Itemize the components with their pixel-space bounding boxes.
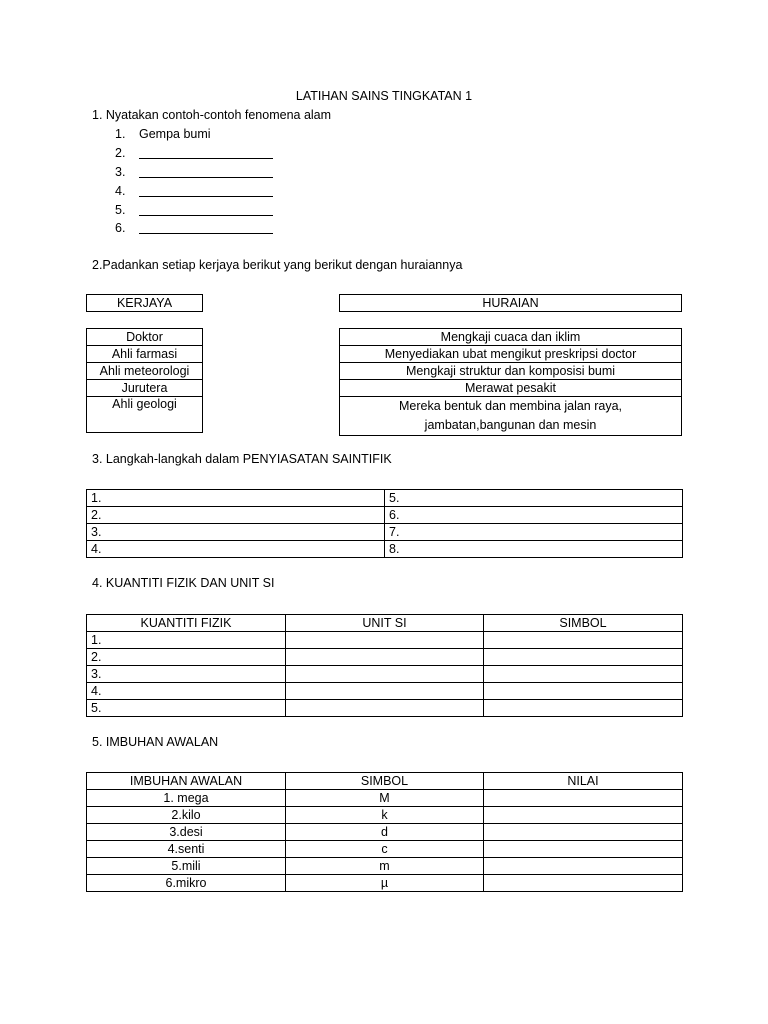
unit-cell[interactable]	[286, 666, 484, 683]
q1-item-num: 4.	[115, 184, 126, 198]
simbol-cell[interactable]	[484, 632, 683, 649]
table-row	[87, 363, 203, 380]
column-header: KUANTITI FIZIK	[87, 615, 286, 632]
column-header: UNIT SI	[286, 615, 484, 632]
langkah-cell[interactable]: 6.	[385, 507, 683, 524]
table-row	[340, 346, 682, 363]
langkah-cell[interactable]: 1.	[87, 490, 385, 507]
langkah-cell[interactable]: 8.	[385, 541, 683, 558]
table-row	[87, 858, 683, 875]
nilai-cell[interactable]	[484, 807, 683, 824]
table-row	[87, 490, 683, 507]
langkah-table	[86, 489, 683, 558]
column-header: IMBUHAN AWALAN	[87, 773, 286, 790]
table-row	[340, 329, 682, 346]
table-row	[87, 524, 683, 541]
simbol-cell: k	[286, 807, 484, 824]
kerjaya-header: KERJAYA	[86, 294, 203, 312]
q1-item-text: Gempa bumi	[139, 127, 211, 141]
q2-heading: 2.Padankan setiap kerjaya berikut yang berikut dengan huraiannya	[92, 258, 463, 272]
table-row	[87, 346, 203, 363]
langkah-cell[interactable]: 3.	[87, 524, 385, 541]
simbol-cell: M	[286, 790, 484, 807]
q1-item-num: 6.	[115, 221, 126, 235]
q1-item-num: 2.	[115, 146, 126, 160]
table-row	[87, 666, 683, 683]
q1-item-num: 1.	[115, 127, 126, 141]
q1-answer-blank[interactable]	[139, 203, 273, 219]
kuantiti-cell[interactable]: 4.	[87, 683, 286, 700]
kerjaya-table	[86, 328, 203, 433]
simbol-cell[interactable]	[484, 649, 683, 666]
simbol-cell: µ	[286, 875, 484, 892]
kerjaya-cell[interactable]: Ahli farmasi	[87, 346, 203, 363]
simbol-cell: c	[286, 841, 484, 858]
langkah-cell[interactable]: 2.	[87, 507, 385, 524]
unit-cell[interactable]	[286, 649, 484, 666]
table-row	[87, 632, 683, 649]
nilai-cell[interactable]	[484, 790, 683, 807]
langkah-cell[interactable]: 4.	[87, 541, 385, 558]
unit-cell[interactable]	[286, 632, 484, 649]
table-row	[87, 397, 203, 433]
table-row	[87, 824, 683, 841]
imbuhan-table	[86, 772, 683, 892]
q1-heading: 1. Nyatakan contoh-contoh fenomena alam	[92, 108, 332, 122]
q1-answer-blank[interactable]	[139, 184, 273, 200]
huraian-header: HURAIAN	[339, 294, 682, 312]
huraian-cell[interactable]: Mengkaji cuaca dan iklim	[340, 329, 682, 346]
q1-answer-blank[interactable]	[139, 221, 273, 237]
kuantiti-cell[interactable]: 5.	[87, 700, 286, 717]
simbol-cell[interactable]	[484, 683, 683, 700]
imbuhan-cell: 2.kilo	[87, 807, 286, 824]
table-row	[87, 507, 683, 524]
table-row	[87, 649, 683, 666]
page-title: LATIHAN SAINS TINGKATAN 1	[295, 89, 473, 103]
q4-heading: 4. KUANTITI FIZIK DAN UNIT SI	[92, 576, 275, 590]
imbuhan-cell: 5.mili	[87, 858, 286, 875]
simbol-cell: d	[286, 824, 484, 841]
imbuhan-cell: 6.mikro	[87, 875, 286, 892]
huraian-line: jambatan,bangunan dan mesin	[424, 418, 597, 432]
table-row	[87, 790, 683, 807]
table-row	[340, 380, 682, 397]
column-header: SIMBOL	[286, 773, 484, 790]
q5-heading: 5. IMBUHAN AWALAN	[92, 735, 219, 749]
q1-answer-blank[interactable]	[139, 146, 273, 162]
table-header-row	[87, 773, 683, 790]
kerjaya-cell[interactable]: Ahli geologi	[87, 397, 203, 433]
huraian-cell[interactable]: Merawat pesakit	[340, 380, 682, 397]
simbol-cell[interactable]	[484, 666, 683, 683]
huraian-line: Mereka bentuk dan membina jalan raya,	[398, 399, 623, 413]
q1-item-num: 3.	[115, 165, 126, 179]
huraian-cell[interactable]	[340, 397, 682, 436]
imbuhan-cell: 4.senti	[87, 841, 286, 858]
huraian-cell[interactable]: Menyediakan ubat mengikut preskripsi doctor	[340, 346, 682, 363]
nilai-cell[interactable]	[484, 841, 683, 858]
table-row	[340, 397, 682, 436]
huraian-table	[339, 328, 682, 436]
table-row	[87, 807, 683, 824]
nilai-cell[interactable]	[484, 858, 683, 875]
table-row	[87, 683, 683, 700]
column-header: SIMBOL	[484, 615, 683, 632]
simbol-cell[interactable]	[484, 700, 683, 717]
kuantiti-cell[interactable]: 3.	[87, 666, 286, 683]
unit-cell[interactable]	[286, 683, 484, 700]
kerjaya-cell[interactable]: Jurutera	[87, 380, 203, 397]
simbol-cell: m	[286, 858, 484, 875]
langkah-cell[interactable]: 7.	[385, 524, 683, 541]
q1-item-num: 5.	[115, 203, 126, 217]
q1-answer-blank[interactable]	[139, 165, 273, 181]
imbuhan-cell: 3.desi	[87, 824, 286, 841]
q3-heading: 3. Langkah-langkah dalam PENYIASATAN SAINTIFIK	[92, 452, 392, 466]
column-header: NILAI	[484, 773, 683, 790]
kerjaya-cell[interactable]: Ahli meteorologi	[87, 363, 203, 380]
table-header-row	[87, 615, 683, 632]
kuantiti-table	[86, 614, 683, 717]
langkah-cell[interactable]: 5.	[385, 490, 683, 507]
table-row	[340, 363, 682, 380]
table-row	[87, 875, 683, 892]
huraian-cell[interactable]: Mengkaji struktur dan komposisi bumi	[340, 363, 682, 380]
kerjaya-cell[interactable]: Doktor	[87, 329, 203, 346]
table-row	[87, 700, 683, 717]
nilai-cell[interactable]	[484, 824, 683, 841]
table-row	[87, 541, 683, 558]
table-row	[87, 841, 683, 858]
table-row	[87, 380, 203, 397]
table-row	[87, 329, 203, 346]
unit-cell[interactable]	[286, 700, 484, 717]
nilai-cell[interactable]	[484, 875, 683, 892]
imbuhan-cell: 1. mega	[87, 790, 286, 807]
kuantiti-cell[interactable]: 2.	[87, 649, 286, 666]
kuantiti-cell[interactable]: 1.	[87, 632, 286, 649]
